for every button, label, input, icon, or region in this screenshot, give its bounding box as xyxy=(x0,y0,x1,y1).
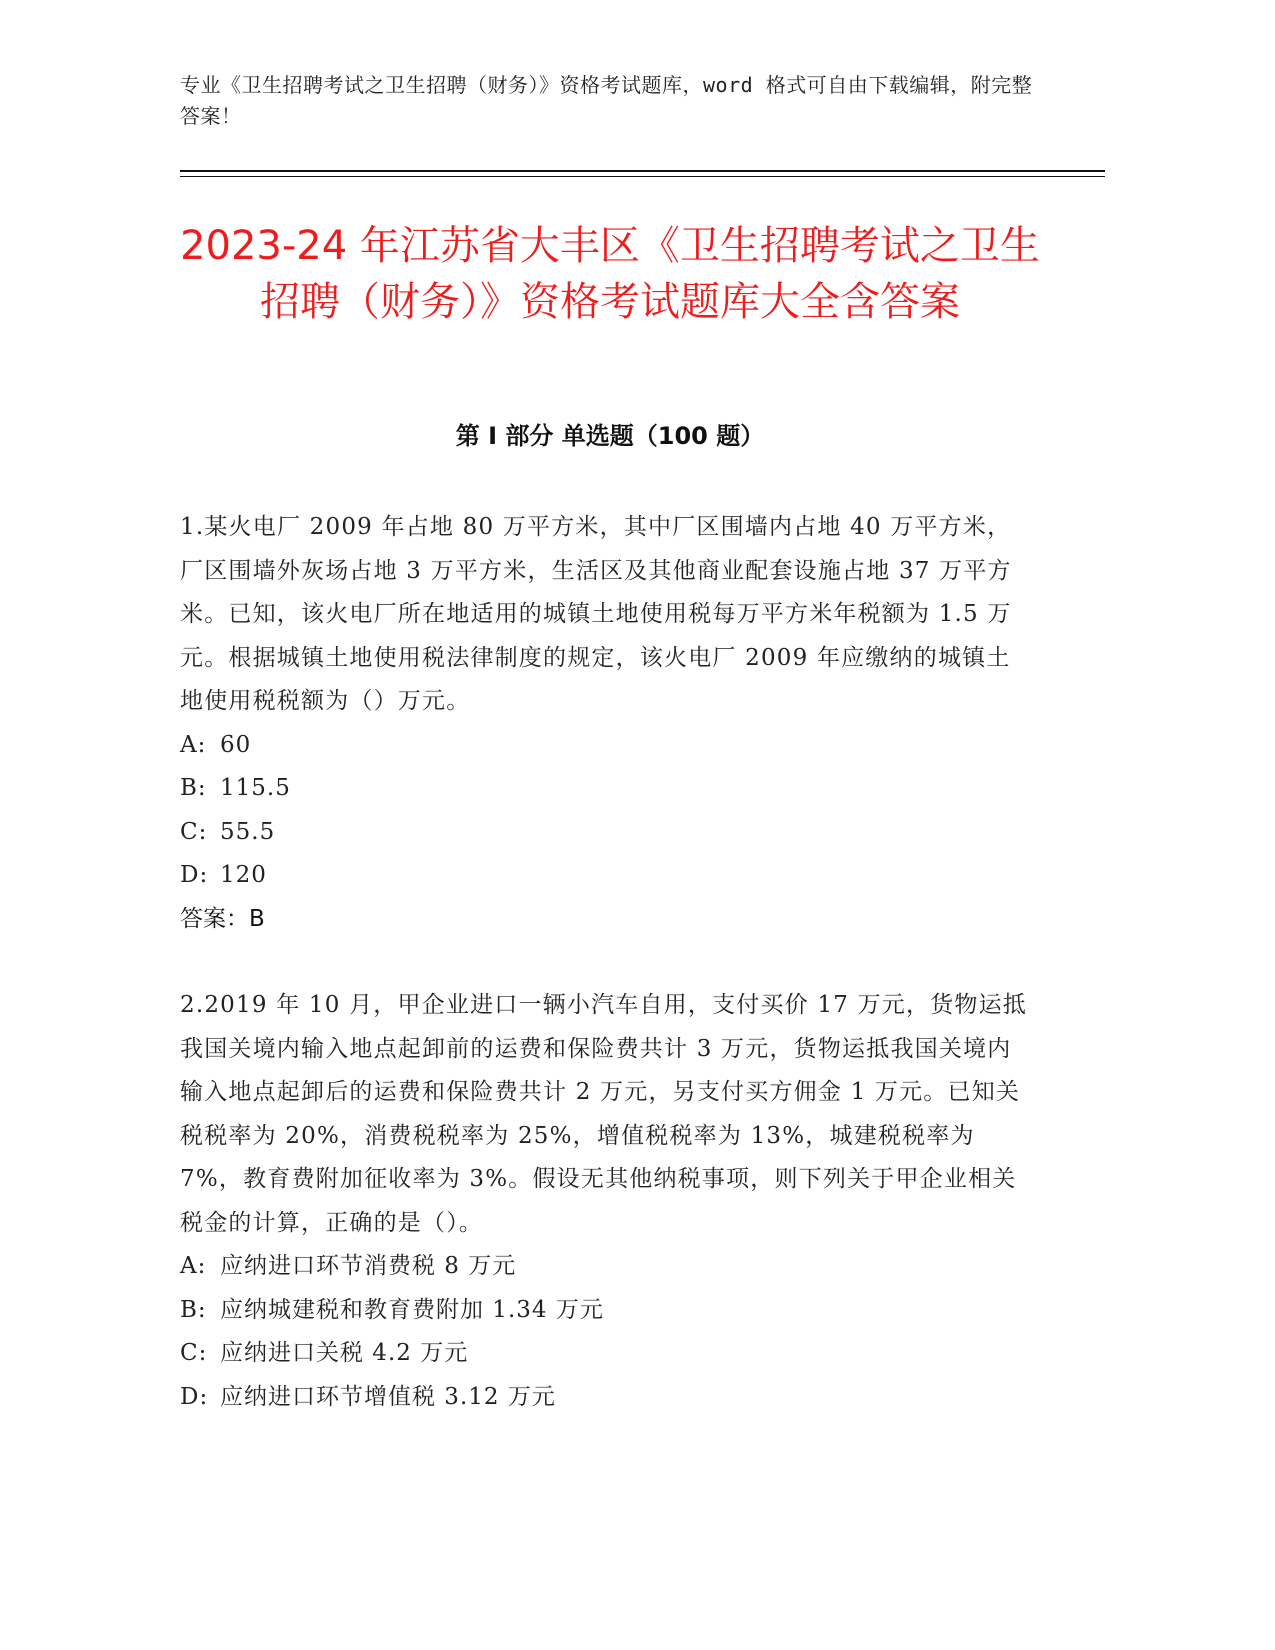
question-2 xyxy=(180,984,1030,1419)
option-letter: C: xyxy=(180,1340,208,1366)
option-c xyxy=(180,811,1030,855)
option-text: 应纳进口关税 4.2 万元 xyxy=(220,1340,469,1366)
option-a xyxy=(180,724,1030,768)
header-note: 专业《卫生招聘考试之卫生招聘（财务）》资格考试题库，word 格式可自由下载编辑，附完整答案！ xyxy=(180,73,1033,128)
option-text: 应纳城建税和教育费附加 1.34 万元 xyxy=(220,1296,604,1323)
option-a xyxy=(180,1245,1030,1289)
option-letter: D: xyxy=(180,862,209,888)
option-letter: C: xyxy=(180,818,208,845)
header-divider-thin xyxy=(180,176,1105,177)
question-stem: 2.2019 年 10 月，甲企业进口一辆小汽车自用，支付买价 17 万元，货物运抵我国关境内输入地点起卸前的运费和保险费共计 3 万元，货物运抵我国关境内输入地点起卸后的运费和保险费共计 2 万元，另支付买方佣金 1 万元。已知关税税率为 20%，消费税税率为 25%，增值税税率为 13%，城建税税率为 7%，教育费附加征收率为 3%。假设无其他纳税事项，则下列关于甲企业相关税金的计算，正确的是（）。 xyxy=(180,992,1027,1236)
option-letter: D: xyxy=(180,1383,209,1410)
option-letter: A: xyxy=(180,731,207,758)
option-text: 115.5 xyxy=(220,775,291,801)
header-divider-thick xyxy=(180,170,1105,172)
option-b xyxy=(180,767,1030,811)
option-d xyxy=(180,854,1030,898)
option-text: 60 xyxy=(220,731,252,758)
answer-line: 答案：B xyxy=(180,905,265,932)
option-text: 55.5 xyxy=(220,818,276,845)
option-letter: B: xyxy=(180,1296,207,1323)
option-d xyxy=(180,1376,1030,1420)
option-text: 应纳进口环节增值税 3.12 万元 xyxy=(220,1383,556,1410)
option-c xyxy=(180,1332,1030,1376)
section-heading: 第 I 部分 单选题（100 题） xyxy=(455,422,765,450)
option-text: 120 xyxy=(220,862,267,888)
option-letter: A: xyxy=(180,1253,207,1279)
question-1 xyxy=(180,506,1030,941)
option-b xyxy=(180,1289,1030,1333)
question-stem: 1.某火电厂 2009 年占地 80 万平方米，其中厂区围墙内占地 40 万平方米，厂区围墙外灰场占地 3 万平方米，生活区及其他商业配套设施占地 37 万平方米。已知，该火电厂所在地适用的城镇土地使用税每万平方米年税额为 1.5 万元。根据城镇土地使用税法律制度的规定，该火电厂 2009 年应缴纳的城镇土地使用税税额为（）万元。 xyxy=(180,514,1012,714)
option-letter: B: xyxy=(180,775,207,801)
option-text: 应纳进口环节消费税 8 万元 xyxy=(220,1253,517,1279)
document-title: 2023-24 年江苏省大丰区《卫生招聘考试之卫生招聘（财务）》资格考试题库大全含答案 xyxy=(180,223,1040,325)
